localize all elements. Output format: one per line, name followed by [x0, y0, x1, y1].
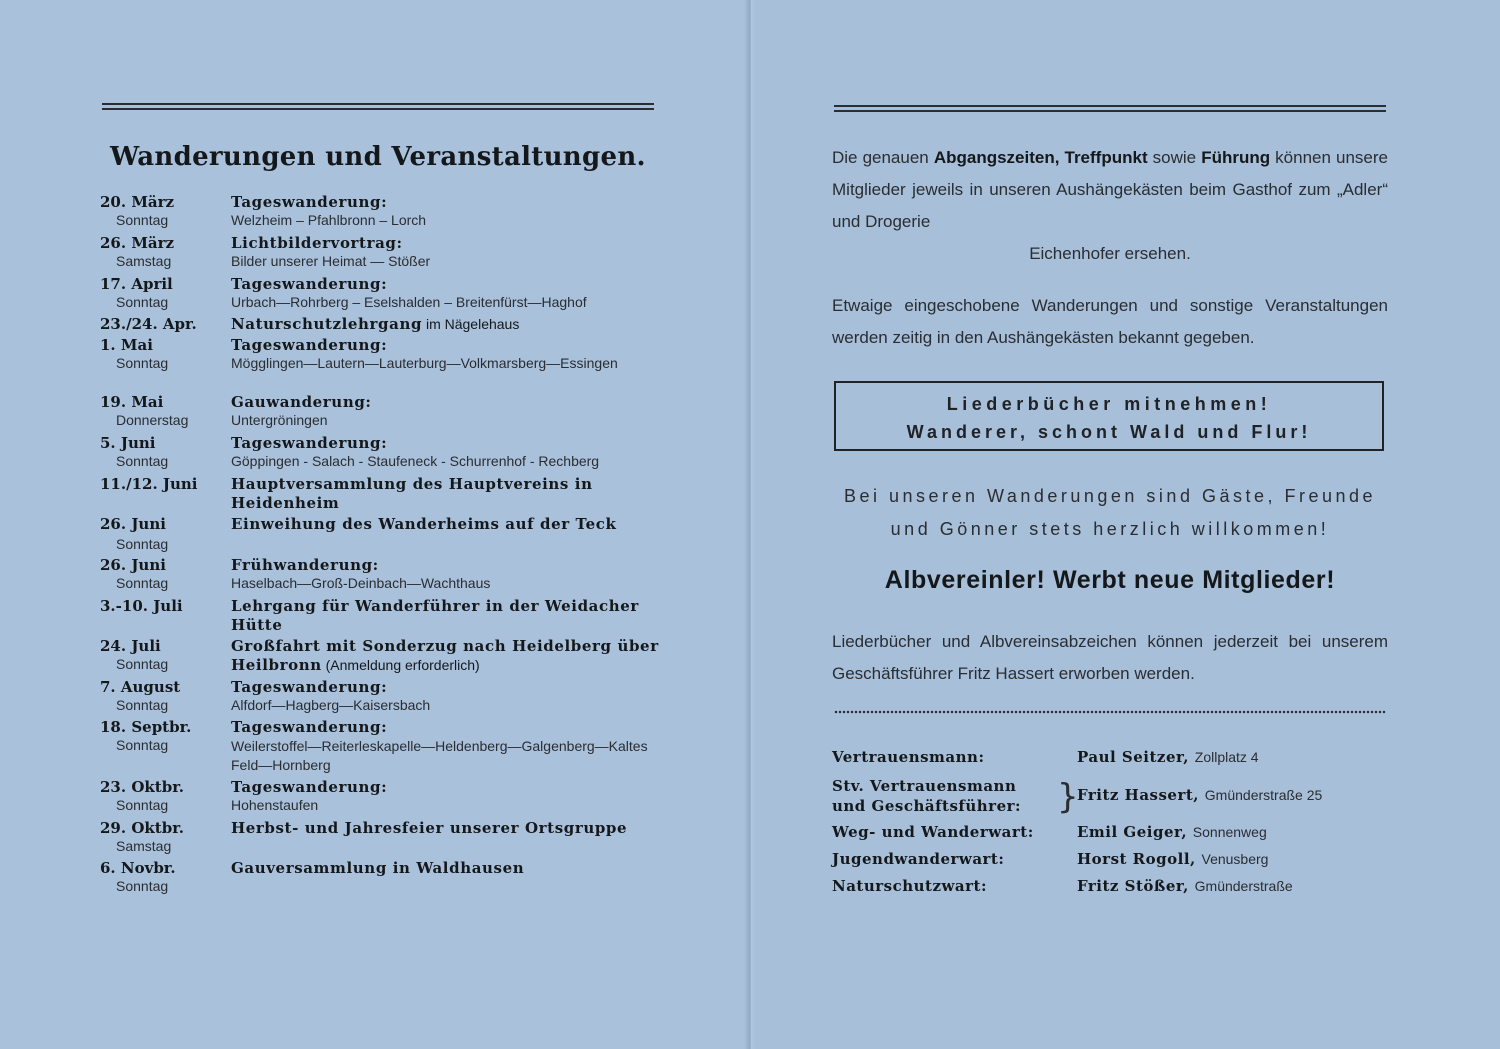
event-date: 29. Oktbr. [100, 819, 184, 837]
event-date: 26. März [100, 234, 175, 252]
event-detail: Weilerstoffel—Reiterleskapelle—Heldenberg—Galgenberg—Kaltes Feld—Hornberg [231, 738, 648, 773]
event-detail: Haselbach—Groß-Deinbach—Wachthaus [231, 575, 491, 591]
event-title: Tageswanderung: [231, 434, 388, 452]
event-title: Lichtbildervortrag: [231, 234, 403, 252]
event-title: Hauptversammlung des Hauptvereins in Heidenheim [231, 475, 593, 512]
event-title: Lehrgang für Wanderführer in der Weidacher Hütte [231, 597, 639, 634]
event-detail: Untergröningen [231, 412, 328, 428]
event-day: Sonntag [116, 453, 169, 469]
notice-line: Wanderer, schont Wald und Flur! [906, 422, 1312, 442]
event-title: Frühwanderung: [231, 556, 379, 574]
event-detail: Alfdorf—Hagberg—Kaisersbach [231, 697, 431, 713]
officer-role: Naturschutzwart: [832, 877, 988, 895]
dotted-separator [834, 709, 1386, 715]
event-title: Herbst- und Jahresfeier unserer Ortsgruppe [231, 819, 628, 837]
officer-role: Vertrauensmann: [832, 748, 985, 766]
event-date: 6. Novbr. [100, 859, 176, 877]
event-day: Sonntag [116, 575, 169, 591]
event-title: Gauwanderung: [231, 393, 372, 411]
event-day: Donnerstag [116, 412, 189, 428]
event-title: Tageswanderung: [231, 678, 388, 696]
event-date: 1. Mai [100, 336, 153, 354]
event-date: 3.-10. Juli [100, 597, 183, 615]
event-date: 26. Juni [100, 515, 166, 533]
event-title: Tageswanderung: [231, 193, 388, 211]
event-detail: Göppingen - Salach - Staufeneck - Schurrenhof - Rechberg [231, 453, 600, 469]
event-detail: Bilder unserer Heimat — Stößer [231, 253, 431, 269]
officer-name: Horst Rogoll, Venusberg [1077, 850, 1269, 868]
event-day: Sonntag [116, 536, 169, 552]
officer-name: Paul Seitzer, Zollplatz 4 [1077, 748, 1259, 766]
event-date: 7. August [100, 678, 181, 696]
officer-name: Emil Geiger, Sonnenweg [1077, 823, 1267, 841]
event-day: Sonntag [116, 737, 169, 753]
notice-box [834, 381, 1384, 451]
brace: } [1057, 777, 1079, 817]
event-day: Samstag [116, 838, 172, 854]
recruit-heading: Albvereinler! Werbt neue Mitglieder! [884, 566, 1336, 594]
event-date: 17. April [100, 275, 173, 293]
guests-welcome: Bei unseren Wanderungen sind Gäste, Freunde und Gönner stets herzlich willkommen! [843, 486, 1377, 539]
event-title: Tageswanderung: [231, 778, 388, 796]
event-title: Tageswanderung: [231, 336, 388, 354]
event-detail: Hohenstaufen [231, 797, 319, 813]
event-detail: Welzheim – Pfahlbronn – Lorch [231, 212, 427, 228]
event-date: 5. Juni [100, 434, 156, 452]
event-day: Sonntag [116, 212, 169, 228]
event-day: Sonntag [116, 656, 169, 672]
event-title: Großfahrt mit Sonderzug nach Heidelberg über Heilbronn (Anmeldung erforderlich) [231, 637, 659, 674]
event-title: Tageswanderung: [231, 718, 388, 736]
badges-info: Liederbücher und Albvereinsabzeichen können jederzeit bei unserem Geschäftsführer Fritz Hassert erworben werden. [832, 632, 1388, 683]
departure-info: Die genauen Abgangszeiten, Treffpunkt sowie Führung können unsere Mitglieder jeweils in unseren Aushängekästen beim Gasthof zum „Adler“ und Drogerie Eichenhofer ersehen. [832, 148, 1388, 263]
page-title: Wanderungen und Veranstaltungen. [110, 142, 646, 172]
officer-role: Weg- und Wanderwart: [832, 823, 1034, 841]
event-day: Sonntag [116, 355, 169, 371]
event-day: Sonntag [116, 797, 169, 813]
event-date: 23. Oktbr. [100, 778, 184, 796]
event-day: Samstag [116, 253, 172, 269]
page-fold [744, 0, 756, 1049]
officer-name: Fritz Hassert, Gmünderstraße 25 [1077, 786, 1323, 804]
notice-line: Liederbücher mitnehmen! [946, 394, 1272, 414]
event-date: 19. Mai [100, 393, 164, 411]
event-title: Tageswanderung: [231, 275, 388, 293]
extra-events-info: Etwaige eingeschobene Wanderungen und sonstige Veranstaltungen werden zeitig in den Aushängekästen bekannt gegeben. [832, 296, 1388, 347]
event-detail: Urbach—Rohrberg – Eselshalden – Breitenfürst—Haghof [231, 294, 587, 310]
event-day: Sonntag [116, 294, 169, 310]
event-date: 20. März [100, 193, 175, 211]
event-title: Gauversammlung in Waldhausen [231, 859, 525, 877]
top-double-rule-left [102, 103, 654, 110]
event-date: 11./12. Juni [100, 475, 198, 493]
event-detail: Mögglingen—Lautern—Lauterburg—Volkmarsberg—Essingen [231, 355, 618, 371]
event-day: Sonntag [116, 697, 169, 713]
event-date: 23./24. Apr. [100, 315, 197, 333]
event-title: Naturschutzlehrgang im Nägelehaus [231, 315, 520, 333]
event-day: Sonntag [116, 878, 169, 894]
officer-role: Stv. Vertrauensmann und Geschäftsführer: [832, 777, 1022, 815]
event-date: 18. Septbr. [100, 718, 192, 736]
event-date: 24. Juli [100, 637, 161, 655]
top-double-rule-right [834, 105, 1386, 112]
event-title: Einweihung des Wanderheims auf der Teck [231, 515, 617, 533]
officer-name: Fritz Stößer, Gmünderstraße [1077, 877, 1293, 895]
event-date: 26. Juni [100, 556, 166, 574]
officer-role: Jugendwanderwart: [832, 850, 1005, 868]
